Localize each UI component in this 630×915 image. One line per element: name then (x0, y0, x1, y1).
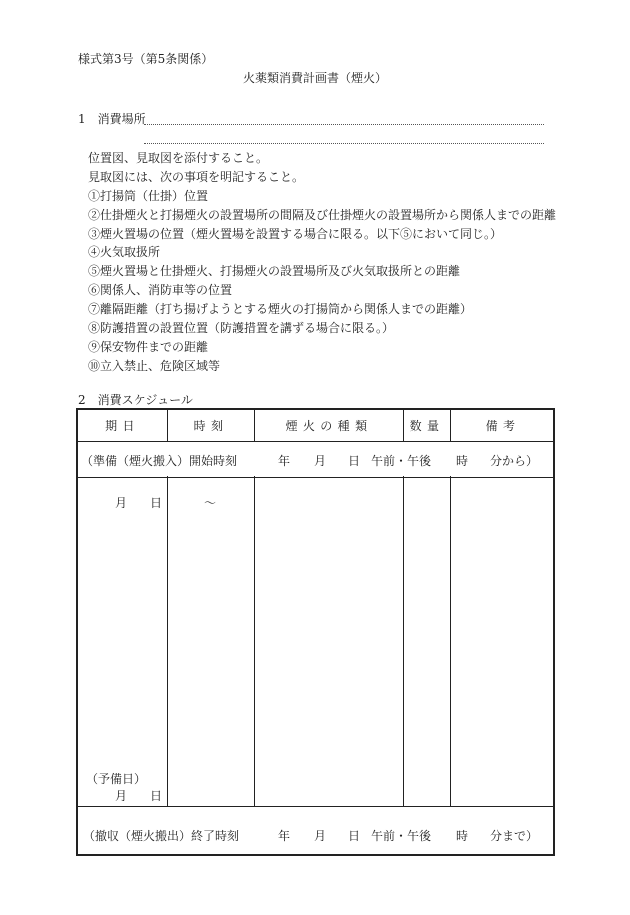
start-ampm: 午前・午後 (371, 454, 432, 468)
location-fill-line-1[interactable] (144, 124, 544, 125)
start-time-label: （準備（煙火搬入）開始時刻 (81, 454, 238, 468)
header-date: 期日 (105, 419, 140, 433)
note-item: ①打揚筒（仕掛）位置 (88, 188, 209, 203)
note-item: ⑥関係人、消防車等の位置 (88, 283, 233, 298)
note-item: ③煙火置場の位置（煙火置場を設置する場合に限る。以下⑤において同じ。） (88, 226, 503, 241)
header-quantity: 数量 (409, 419, 445, 433)
time-range-tilde: ～ (204, 496, 217, 510)
reserve-day-label: （予備日） (86, 772, 147, 786)
start-hour-unit: 時 (456, 454, 469, 468)
header-firework-type: 煙火の種類 (285, 419, 373, 433)
date-month-unit: 月 (115, 496, 128, 510)
location-fill-line-2[interactable] (144, 143, 544, 144)
note-item: ⑩立入禁止、危険区域等 (88, 358, 221, 373)
form-number: 様式第3号（第5条関係） (78, 52, 214, 66)
date-day-unit: 日 (150, 496, 163, 510)
start-month-unit: 月 (314, 454, 327, 468)
end-day-unit: 日 (348, 829, 361, 843)
note-line: 位置図、見取図を添付すること。 (88, 151, 269, 165)
schedule-table (76, 408, 555, 856)
header-time: 時刻 (193, 419, 229, 433)
location-notes (88, 149, 556, 376)
end-time-label: （撤収（煙火搬出）終了時刻 (83, 829, 240, 843)
start-minute-unit: 分から） (490, 454, 539, 468)
note-item: ④火気取扱所 (88, 245, 161, 260)
row-divider (78, 806, 553, 807)
reserve-month-unit: 月 (115, 789, 128, 803)
document-title: 火薬類消費計画書（煙火） (242, 71, 387, 85)
note-item: ⑨保安物件までの距離 (88, 339, 209, 354)
start-year-unit: 年 (278, 454, 291, 468)
note-item: ⑧防護措置の設置位置（防護措置を講ずる場合に限る。） (88, 321, 395, 336)
end-ampm: 午前・午後 (371, 829, 432, 843)
end-month-unit: 月 (314, 829, 327, 843)
end-minute-unit: 分まで） (490, 829, 539, 843)
note-item: ⑦離隔距離（打ち揚げようとする煙火の打揚筒から関係人までの距離） (88, 302, 473, 317)
note-item: ②仕掛煙火と打揚煙火の設置場所の間隔及び仕掛煙火の設置場所から関係人までの距離 (88, 207, 557, 222)
header-remarks: 備考 (485, 419, 521, 433)
reserve-day-unit: 日 (150, 789, 163, 803)
note-item: ⑤煙火置場と仕掛煙火、打揚煙火の設置場所及び火気取扱所との距離 (88, 264, 461, 279)
row-divider (78, 477, 553, 478)
start-day-unit: 日 (348, 454, 361, 468)
end-hour-unit: 時 (456, 829, 469, 843)
end-year-unit: 年 (278, 829, 291, 843)
note-line: 見取図には、次の事項を明記すること。 (88, 169, 305, 184)
section2-heading: 2 消費スケジュール (78, 393, 193, 407)
section1-heading: 1 消費場所 (78, 112, 146, 126)
